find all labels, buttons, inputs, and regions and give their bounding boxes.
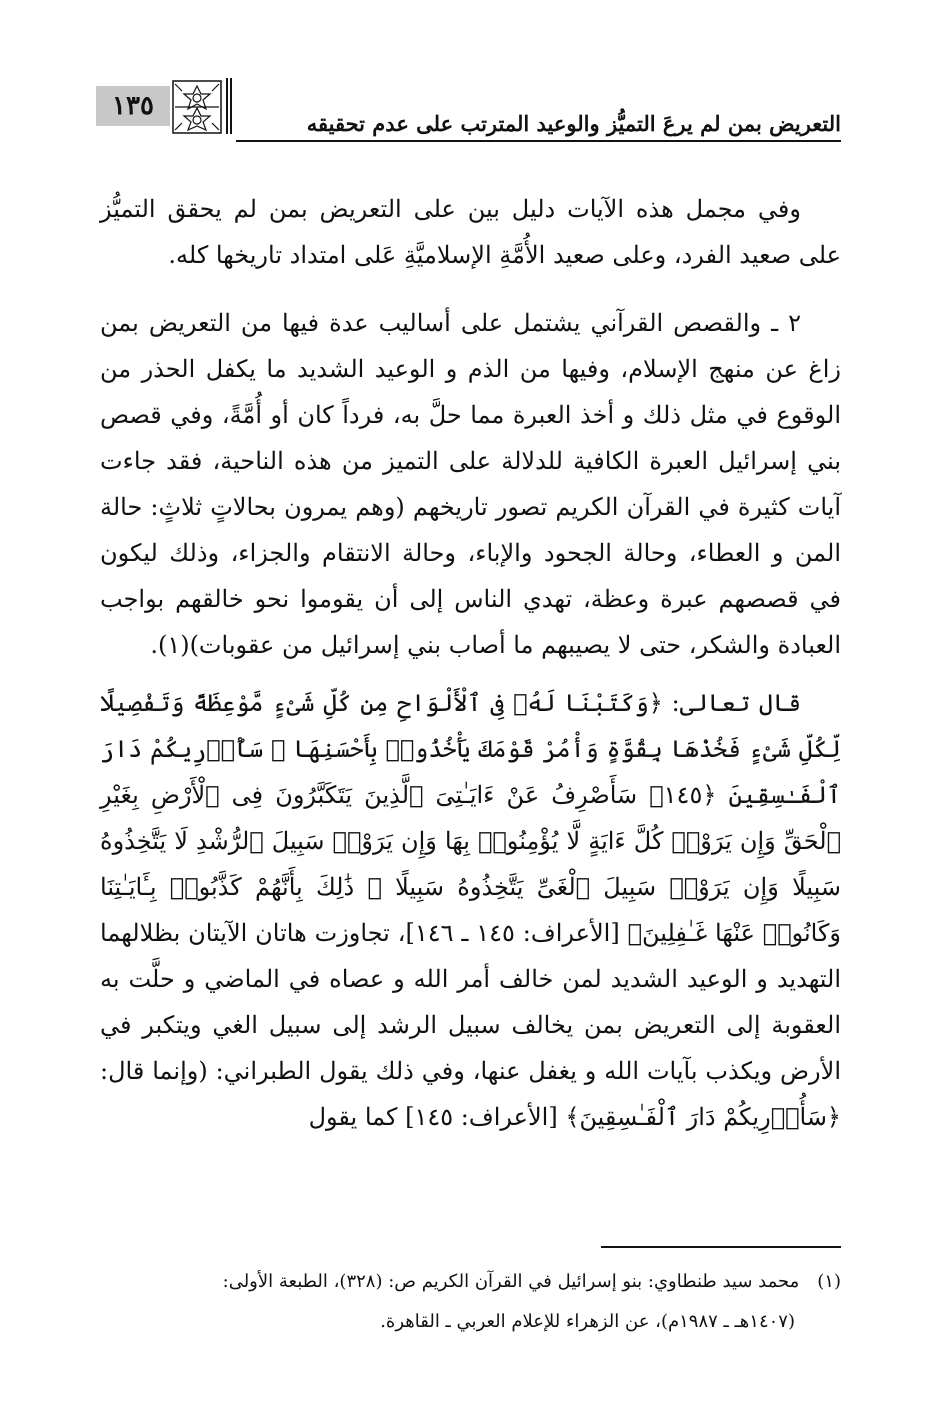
paragraph-1: وفي مجمل هذه الآيات دليل بين على التعريض بمن لم يحقق التميُّز على صعيد الفرد، وعلى صعيد الأُمَّةِ الإسلاميَّةِ عَلى امتداد تاريخها كله. bbox=[100, 195, 841, 269]
footnote-text-2: (١٤٠٧هـ ـ ١٩٨٧م)، عن الزهراء للإعلام العربي ـ القاهرة. bbox=[380, 1311, 795, 1332]
header-separator bbox=[226, 78, 232, 134]
footnote bbox=[96, 1262, 841, 1342]
verse-intro: قال تعالى: bbox=[662, 689, 802, 717]
footnote-text-1: محمد سيد طنطاوي: بنو إسرائيل في القرآن الكريم ص: (٣٢٨)، الطبعة الأولى: bbox=[222, 1271, 800, 1292]
page-header bbox=[96, 72, 841, 142]
verse-tail: كما يقول bbox=[308, 1103, 406, 1131]
ornament-icon bbox=[172, 80, 222, 134]
verse-citation: [الأعراف: ١٤٥ ـ ١٤٦] bbox=[405, 919, 628, 947]
verse-continuation: ، تجاوزت هاتان الآيتان بظلالهما التهديد و الوعيد الشديد لمن خالف أمر الله و عصاه في الماضي و حلَّت به العقوبة إلى التعريض بمن يخالف سبيل الرشد إلى سبيل الغي ويتكبر في الأرض ويكذب بآيات الله و يغفل عنها، وفي ذلك يقول الطبراني: (وإنما قال: bbox=[100, 919, 841, 1085]
footnote-line-1 bbox=[96, 1262, 841, 1302]
quran-verse-2: ﴿سَأُو۟رِيكُمْ دَارَ ٱلْفَـٰسِقِينَ﴾ bbox=[565, 1103, 841, 1131]
footnote-number: (١) bbox=[817, 1271, 841, 1292]
verse-paragraph bbox=[100, 680, 841, 1140]
running-title: التعريض بمن لم يرعَ التميُّز والوعيد المترتب على عدم تحقيقه bbox=[306, 111, 841, 136]
paragraph-2: ٢ ـ والقصص القرآني يشتمل على أساليب عدة فيها من التعريض بمن زاغ عن منهج الإسلام، وفيها من الذم و الوعيد الشديد ما يكفل الحذر من الوقوع في مثل ذلك و أخذ العبرة مما حلَّ به، فرداً كان أو أُمَّةً، وفي قصص بني إسرائيل العبرة الكافية للدلالة على التميز من هذه الناحية، فقد جاءت آيات كثيرة في القرآن الكريم تصور تاريخهم (وهم يمرون بحالاتٍ ثلاثٍ: حالة المن و العطاء، وحالة الجحود والإباء، وحالة الانتقام والجزاء، وذلك ليكون في قصصهم عبرة وعظة، تهدي الناس إلى أن يقوموا نحو خالقهم بواجب العبادة والشكر، حتى لا يصيبهم ما أصاب بني إسرائيل من عقوبات)(١). bbox=[100, 309, 842, 659]
verse-citation-2: [الأعراف: ١٤٥] bbox=[405, 1103, 566, 1131]
footnote-rule bbox=[601, 1246, 841, 1248]
header-rule bbox=[236, 140, 841, 142]
quran-verse: ﴿وَكَتَبْنَا لَهُۥ فِى ٱلْأَلْوَاحِ مِن كُلِّ شَىْءٍ مَّوْعِظَةً وَتَفْصِيلًا لِّكُلِّ شَىْءٍ فَخُذْهَا بِقُوَّةٍ وَأْمُرْ قَوْمَكَ يَأْخُذُوا۟ بِأَحْسَنِهَا ۚ سَأُو۟رِيكُمْ دَارَ ٱلْفَـٰسِقِينَ ﴿١٤٥﴾ سَأَصْرِفُ عَنْ ءَايَـٰتِىَ ٱلَّذِينَ يَتَكَبَّرُونَ فِى ٱلْأَرْضِ بِغَيْرِ ٱلْحَقِّ وَإِن يَرَوْا۟ كُلَّ ءَايَةٍ لَّا يُؤْمِنُوا۟ بِهَا وَإِن يَرَوْا۟ سَبِيلَ ٱلرُّشْدِ لَا يَتَّخِذُوهُ سَبِيلًا وَإِن يَرَوْا۟ سَبِيلَ ٱلْغَىِّ يَتَّخِذُوهُ سَبِيلًا ۚ ذَٰلِكَ بِأَنَّهُمْ كَذَّبُوا۟ بِـَٔايَـٰتِنَا وَكَانُوا۟ عَنْهَا غَـٰفِلِينَ﴾ bbox=[100, 689, 841, 947]
main-text bbox=[100, 186, 841, 1152]
page-number: ١٣٥ bbox=[96, 86, 170, 126]
